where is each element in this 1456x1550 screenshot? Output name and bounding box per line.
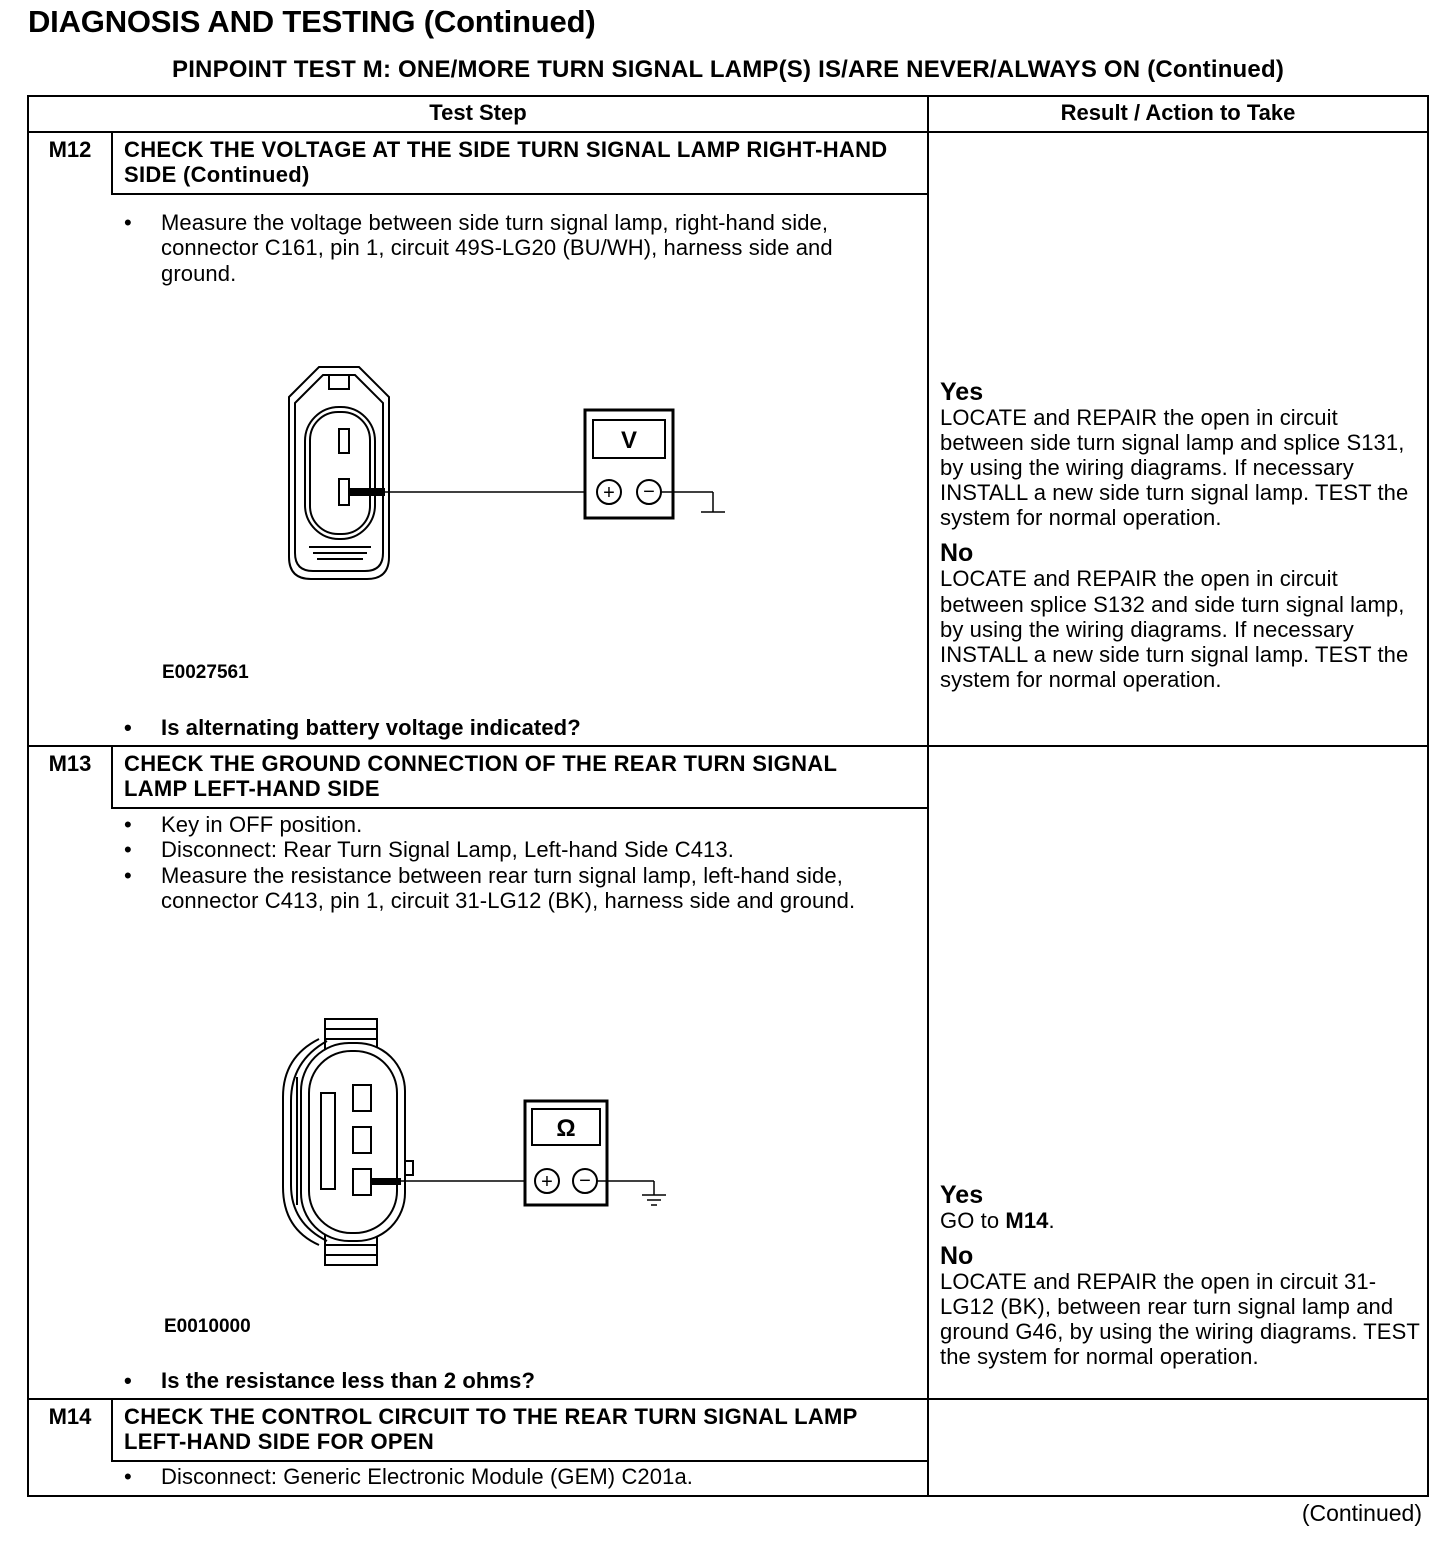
header-result-action: Result / Action to Take (1060, 100, 1296, 125)
step-divider (29, 745, 1427, 747)
instruction-item: • Key in OFF position. (124, 812, 363, 837)
multimeter-icon (585, 410, 673, 518)
continued-note: (Continued) (1301, 1500, 1422, 1526)
question-item: • Is the resistance less than 2 ohms? (124, 1368, 535, 1393)
figure-m12 (259, 367, 739, 587)
bullet-marker: • (124, 812, 132, 837)
step-divider (29, 1398, 1427, 1400)
result-m13 (940, 1182, 1425, 1369)
instruction-item: • Measure the resistance between rear turn signal lamp, left-hand side, connector C413, pin 1, circuit 31-LG12 (BK), harness side and ground. (124, 862, 856, 913)
goto-step-link[interactable]: M14 (1005, 1208, 1049, 1233)
step-question-m12 (124, 715, 914, 740)
header-test-step: Test Step (429, 100, 527, 125)
header-divider (29, 131, 1427, 133)
step-title-divider (111, 1460, 927, 1462)
connector-icon (283, 1019, 413, 1265)
plus-terminal: + (541, 1171, 553, 1193)
bullet-marker: • (124, 862, 132, 888)
bullet-marker: • (124, 210, 132, 235)
step-instructions-m14 (124, 1464, 914, 1489)
instruction-item: • Disconnect: Rear Turn Signal Lamp, Left-hand Side C413. (124, 837, 734, 863)
result-yes-text: GO to M14. (940, 1208, 1055, 1233)
result-no-text: LOCATE and REPAIR the open in circuit 31-LG12 (BK), between rear turn signal lamp and ground G46, by using the wiring diagrams. TEST the system for normal operation. (940, 1269, 1420, 1370)
instruction-item: • Measure the voltage between side turn signal lamp, right-hand side, connector C161, pin 1, circuit 49S-LG20 (BU/WH), harness side and ground. (124, 210, 833, 286)
connector-icon (289, 367, 389, 579)
result-yes-label: Yes (940, 1181, 984, 1209)
result-m12 (940, 379, 1425, 692)
step-title-divider (111, 193, 927, 195)
step-id-divider (111, 133, 113, 193)
step-instructions-m12 (124, 210, 914, 286)
step-title-divider (111, 807, 927, 809)
result-no-label: No (940, 539, 974, 568)
step-title-m12: CHECK THE VOLTAGE AT THE SIDE TURN SIGNAL LAMP RIGHT-HAND SIDE (Continued) (124, 137, 888, 187)
question-item: • Is alternating battery voltage indicated? (124, 715, 581, 740)
step-id-m13: M13 (48, 751, 92, 776)
step-id-divider (111, 747, 113, 807)
minus-terminal: − (643, 481, 655, 503)
step-title-m14: CHECK THE CONTROL CIRCUIT TO THE REAR TURN SIGNAL LAMP LEFT-HAND SIDE FOR OPEN (124, 1404, 858, 1454)
minus-terminal: − (579, 1170, 591, 1192)
result-no-text: LOCATE and REPAIR the open in circuit between splice S132 and side turn signal lamp, by using the wiring diagrams. If necessary INSTALL a new side turn signal lamp. TEST the system for normal operation. (940, 566, 1409, 692)
step-instructions-m13 (124, 812, 914, 913)
pinpoint-test-title: PINPOINT TEST M: ONE/MORE TURN SIGNAL LAMP(S) IS/ARE NEVER/ALWAYS ON (Continued) (171, 56, 1285, 83)
plus-terminal: + (603, 482, 615, 504)
pin-probe (371, 1178, 401, 1185)
pinpoint-test-table (27, 95, 1429, 1497)
bullet-marker: • (124, 837, 132, 863)
meter-label-ohm: Ω (556, 1115, 576, 1142)
ground-icon (701, 492, 725, 512)
instruction-item: • Disconnect: Generic Electronic Module (GEM) C201a. (124, 1464, 693, 1489)
column-divider (927, 97, 929, 1495)
pin-probe (349, 488, 385, 496)
result-yes-label: Yes (940, 378, 984, 406)
ground-icon (642, 1181, 666, 1205)
meter-label-v: V (620, 427, 638, 454)
figure-id-m13: E0010000 (164, 1316, 251, 1337)
step-title-m13: CHECK THE GROUND CONNECTION OF THE REAR TURN SIGNAL LAMP LEFT-HAND SIDE (124, 751, 837, 801)
figure-id-m12: E0027561 (162, 662, 249, 683)
page-title: DIAGNOSIS AND TESTING (Continued) (28, 4, 596, 39)
step-id-m12: M12 (48, 137, 92, 162)
step-id-m14: M14 (48, 1404, 92, 1429)
multimeter-icon (525, 1101, 607, 1205)
bullet-marker: • (124, 1464, 132, 1489)
bullet-marker: • (124, 715, 132, 740)
step-id-divider (111, 1400, 113, 1460)
figure-m13 (279, 1017, 679, 1277)
step-question-m13 (124, 1368, 914, 1393)
result-yes-text: LOCATE and REPAIR the open in circuit between side turn signal lamp and splice S131, by using the wiring diagrams. If necessary INSTALL a new side turn signal lamp. TEST the system for normal operation. (940, 405, 1409, 531)
result-no-label: No (940, 1242, 974, 1271)
bullet-marker: • (124, 1368, 132, 1393)
